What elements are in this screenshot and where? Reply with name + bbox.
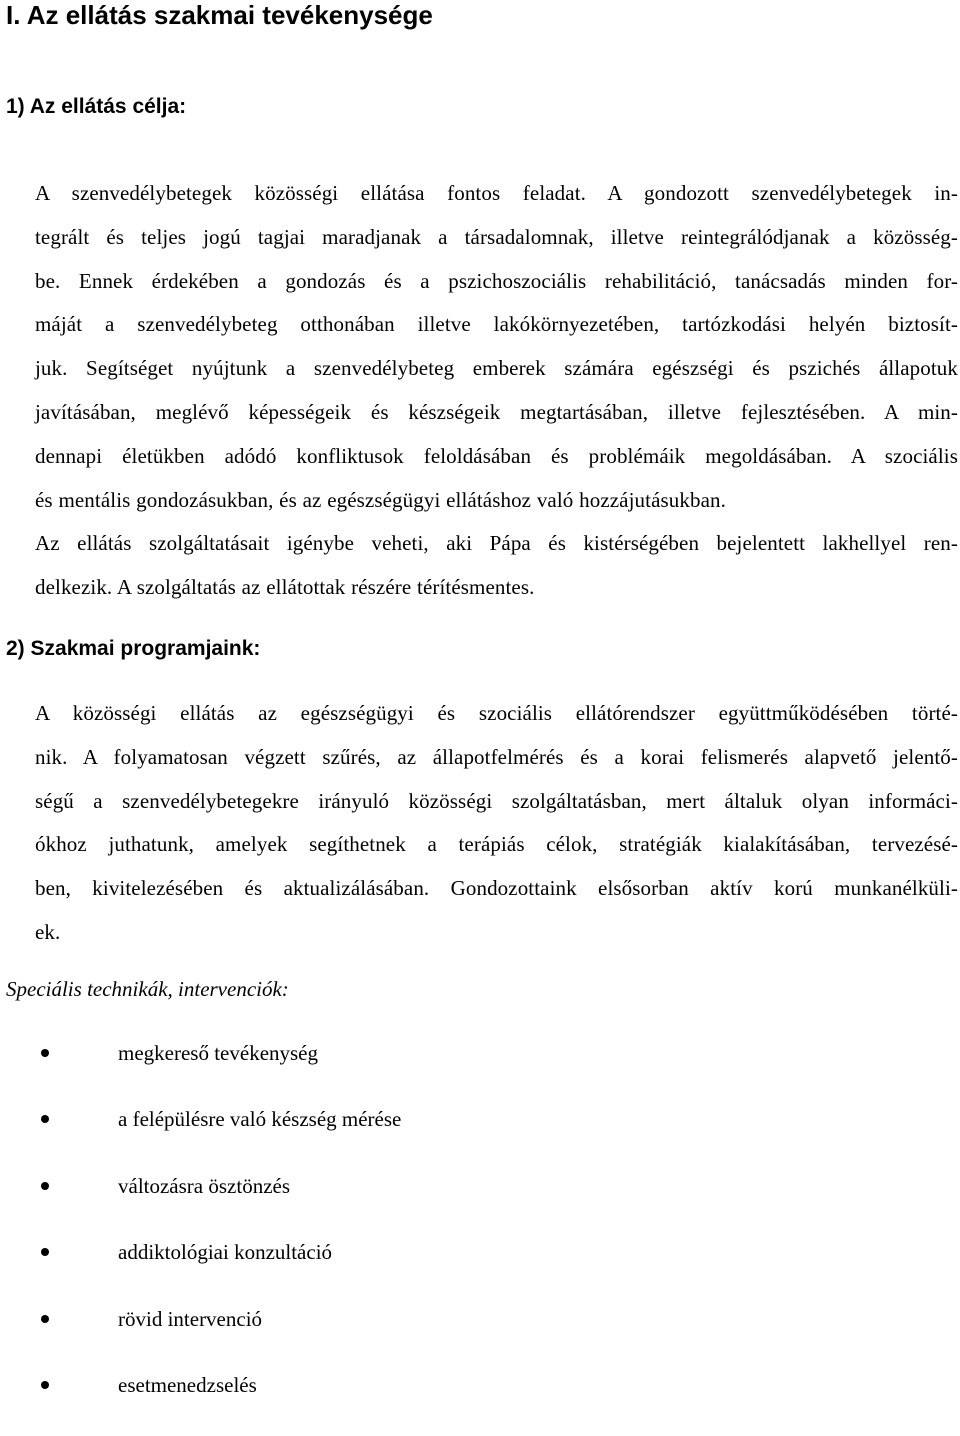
bullet-icon [41,1115,49,1123]
list-item-label: addiktológiai konzultáció [118,1240,333,1265]
paragraph-line: A közösségi ellátás az egészségügyi és szociális ellátórendszer együttműködésében törté- [35,701,958,725]
chapter-title: I. Az ellátás szakmai tevékenysége [6,0,433,30]
paragraph-line: Az ellátás szolgáltatásait igénybe veheti, aki Pápa és kistérségében bejelentett lakhellyel ren- [35,531,958,556]
bullet-icon [41,1381,49,1389]
paragraph-line: delkezik. A szolgáltatás az ellátottak részére térítésmentes. [35,575,535,600]
programs-paragraph [6,692,958,955]
bullet-icon [41,1182,49,1190]
paragraph-line: ek. [35,919,61,944]
list-item-label: esetmenedzselés [118,1372,257,1397]
list-item-label: megkereső tevékenység [118,1041,319,1065]
paragraph-line: ben, kivitelezésében és aktualizálásában. Gondozottaink elsősorban aktív korú munkanélküli- [35,876,958,901]
paragraph-line: tegrált és teljes jogú tagjai maradjanak a társadalomnak, illetve reintegrálódjanak a közösség- [35,224,958,249]
goal-paragraph [6,172,958,610]
section-title-goal: 1) Az ellátás célja: [6,95,187,118]
list-item-label: rövid intervenció [118,1306,263,1331]
bullet-icon [41,1248,49,1256]
bullet-icon [41,1315,49,1323]
paragraph-line: nik. A folyamatosan végzett szűrés, az állapotfelmérés és a korai felismerés alapvető jelentő- [35,744,958,769]
paragraph-line: ségű a szenvedélybetegekre irányuló közösségi szolgáltatásban, mert általuk olyan informáci- [35,788,958,813]
techniques-subheading: Speciális technikák, intervenciók: [6,977,289,1001]
paragraph-line: dennapi életükben adódó konfliktusok feloldásában és problémáik megoldásában. A szociális [35,443,958,468]
paragraph-line: és mentális gondozásukban, és az egészségügyi ellátáshoz való hozzájutásukban. [35,487,726,512]
paragraph-line: be. Ennek érdekében a gondozás és a pszichoszociális rehabilitáció, tanácsadás minden for- [35,268,958,293]
paragraph-line: ókhoz juthatunk, amelyek segíthetnek a terápiás célok, stratégiák kialakításában, tervezésé- [35,832,958,857]
section-title-programs: 2) Szakmai programjaink: [6,637,261,660]
paragraph-line: juk. Segítséget nyújtunk a szenvedélybeteg emberek számára egészségi és pszichés állapotuk [35,356,958,381]
list-item-label: a felépülésre való készség mérése [118,1107,402,1132]
bullet-icon [41,1049,49,1057]
paragraph-line: máját a szenvedélybeteg otthonában illetve lakókörnyezetében, tartózkodási helyén biztosít- [35,312,958,337]
paragraph-line: javításában, meglévő képességeik és készségeik megtartásában, illetve fejlesztésében. A min- [35,399,958,424]
list-item-label: változásra ösztönzés [118,1173,291,1198]
paragraph-line: A szenvedélybetegek közösségi ellátása fontos feladat. A gondozott szenvedélybetegek in- [35,181,958,205]
